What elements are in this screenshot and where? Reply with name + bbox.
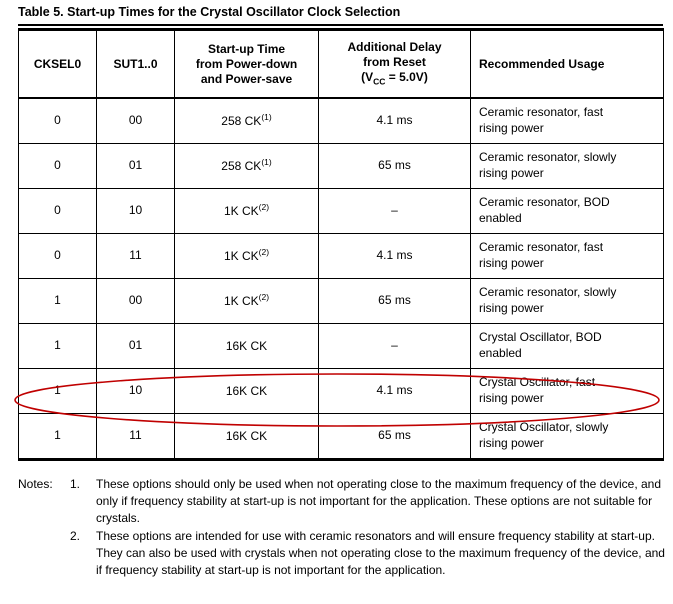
startup-footnote-marker: (2): [258, 247, 270, 258]
table-notes: [18, 476, 668, 579]
cell-additional-delay: 4.1 ms: [319, 369, 471, 414]
cell-cksel0: 1: [19, 414, 97, 460]
cell-sut: 10: [97, 369, 175, 414]
cell-startup-time: [175, 324, 319, 369]
cell-additional-delay: –: [319, 189, 471, 234]
cell-sut: 11: [97, 414, 175, 460]
caption-divider: [18, 24, 663, 26]
table-caption-label: Table 5.: [18, 5, 64, 19]
cell-additional-delay: 65 ms: [319, 279, 471, 324]
startup-value: 1K CK: [223, 294, 259, 309]
header-additional-delay-line3: [361, 70, 428, 87]
header-startup-time-line3: and Power-save: [200, 71, 293, 86]
startup-footnote-marker: (1): [261, 112, 272, 123]
startup-value: 16K CK: [225, 384, 268, 399]
cell-recommended-usage: [471, 324, 664, 369]
cell-recommended-usage: [471, 369, 664, 414]
cell-startup-time: [175, 98, 319, 144]
cell-startup-time: [175, 369, 319, 414]
startup-value: 258 CK: [221, 114, 262, 129]
table-row: [19, 234, 664, 279]
usage-line1: Ceramic resonator, fast: [479, 105, 604, 120]
cell-cksel0: 0: [19, 189, 97, 234]
startup-value: 1K CK: [223, 204, 259, 219]
cell-recommended-usage: [471, 279, 664, 324]
header-additional-delay-line1: Additional Delay: [347, 40, 442, 55]
usage-line1: Ceramic resonator, BOD: [479, 195, 610, 210]
startup-footnote-marker: (2): [258, 292, 270, 303]
cell-startup-time: [175, 279, 319, 324]
usage-line1: Ceramic resonator, slowly: [479, 285, 617, 300]
vcc-suffix: = 5.0V): [385, 70, 428, 85]
table-row-highlighted: [19, 369, 664, 414]
table-caption-text: Start-up Times for the Crystal Oscillator Clock Selection: [67, 5, 401, 19]
cell-recommended-usage: [471, 414, 664, 460]
usage-line1: Crystal Oscillator, slowly: [479, 420, 609, 435]
cell-sut: 00: [97, 98, 175, 144]
note-text-2: These options are intended for use with ceramic resonators and will ensure frequency stability at start-up. They can also be used with crystals when not operating close to the maximum frequency of the device, and if frequency stability at start-up is not important for the application.: [96, 529, 665, 578]
note-text-1: These options should only be used when not operating close to the maximum frequency of the device, and only if frequency stability at start-up is not important for the application. These options are not suitable for crystals.: [96, 477, 662, 526]
table-row: [19, 279, 664, 324]
table-row: [19, 189, 664, 234]
cell-additional-delay: 65 ms: [319, 414, 471, 460]
cell-recommended-usage: [471, 189, 664, 234]
table-caption: [18, 5, 658, 19]
usage-line2: rising power: [479, 166, 544, 180]
startup-value: 1K CK: [223, 249, 259, 264]
table-row: [19, 98, 664, 144]
cell-additional-delay: 4.1 ms: [319, 234, 471, 279]
cell-cksel0: 0: [19, 234, 97, 279]
table-header-row: [19, 30, 664, 99]
usage-line1: Ceramic resonator, slowly: [479, 150, 617, 165]
table-row: [19, 324, 664, 369]
vcc-prefix: (V: [361, 70, 374, 85]
usage-line1: Crystal Oscillator, fast: [479, 375, 596, 390]
cell-startup-time: [175, 234, 319, 279]
cell-sut: 01: [97, 144, 175, 189]
header-startup-time: [175, 30, 319, 99]
usage-line1: Crystal Oscillator, BOD: [479, 330, 602, 345]
header-startup-time-line2: from Power-down: [195, 56, 298, 71]
cell-cksel0: 0: [19, 144, 97, 189]
startup-times-table-wrapper: [18, 28, 663, 461]
cell-sut: 01: [97, 324, 175, 369]
startup-value: 16K CK: [225, 339, 268, 354]
startup-times-table: [18, 28, 664, 461]
header-sut: SUT1..0: [97, 30, 175, 99]
usage-line2: rising power: [479, 256, 544, 270]
note-number-2: 2.: [70, 529, 81, 544]
notes-label: Notes:: [18, 477, 53, 491]
table-row: [19, 144, 664, 189]
usage-line1: Ceramic resonator, fast: [479, 240, 604, 255]
startup-footnote-marker: (1): [261, 157, 272, 168]
vcc-subscript: CC: [373, 76, 386, 87]
usage-line2: enabled: [479, 346, 522, 360]
cell-startup-time: [175, 414, 319, 460]
cell-additional-delay: 65 ms: [319, 144, 471, 189]
cell-startup-time: [175, 189, 319, 234]
startup-footnote-marker: (2): [258, 202, 270, 213]
header-startup-time-line1: Start-up Time: [207, 41, 286, 56]
table-body: [19, 98, 664, 460]
cell-sut: 00: [97, 279, 175, 324]
cell-cksel0: 0: [19, 98, 97, 144]
table-row: [19, 414, 664, 460]
cell-recommended-usage: [471, 234, 664, 279]
header-additional-delay-line2: from Reset: [363, 55, 426, 70]
cell-recommended-usage: [471, 98, 664, 144]
cell-recommended-usage: [471, 144, 664, 189]
cell-cksel0: 1: [19, 369, 97, 414]
cell-additional-delay: –: [319, 324, 471, 369]
cell-cksel0: 1: [19, 324, 97, 369]
cell-startup-time: [175, 144, 319, 189]
note-item-2: [18, 528, 668, 579]
cell-additional-delay: 4.1 ms: [319, 98, 471, 144]
note-number-1: 1.: [70, 477, 81, 491]
note-item-1: [18, 476, 668, 527]
header-cksel0: CKSEL0: [19, 30, 97, 99]
startup-value: 16K CK: [225, 429, 268, 444]
usage-line2: rising power: [479, 121, 544, 135]
header-additional-delay: [319, 30, 471, 99]
usage-line2: rising power: [479, 436, 544, 450]
usage-line2: enabled: [479, 211, 522, 225]
cell-cksel0: 1: [19, 279, 97, 324]
usage-line2: rising power: [479, 301, 544, 315]
cell-sut: 11: [97, 234, 175, 279]
usage-line2: rising power: [479, 391, 544, 405]
startup-value: 258 CK: [221, 159, 262, 174]
header-recommended-usage: Recommended Usage: [471, 30, 664, 99]
table-header: [19, 30, 664, 99]
cell-sut: 10: [97, 189, 175, 234]
